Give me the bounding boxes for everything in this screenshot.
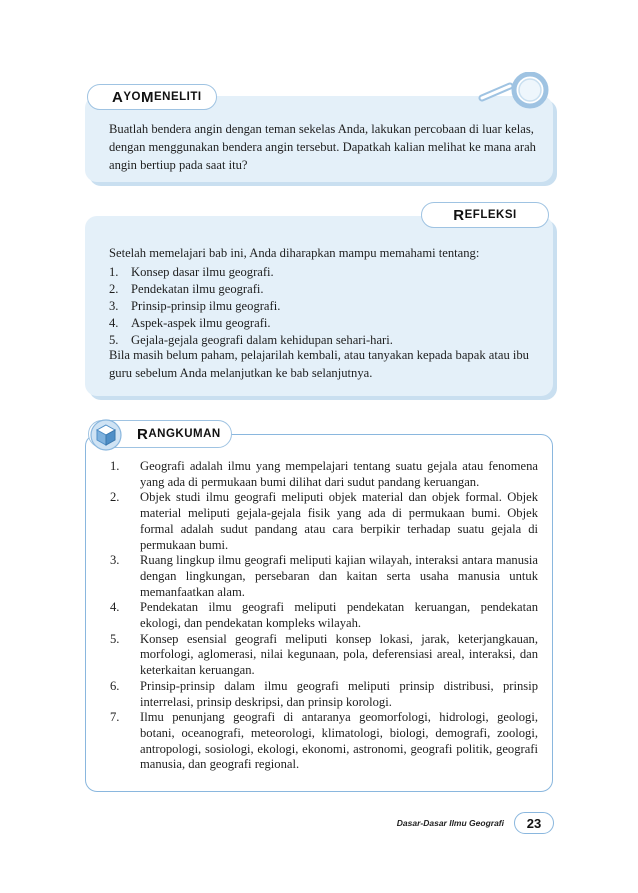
ayo-meneliti-text: Buatlah bendera angin dengan teman sekelas Anda, lakukan percobaan di luar kelas, dengan menggunakan bendera angin tersebut. Dapatkah kalian melihat ke mana arah angin bertiup pada saat itu? [109,122,536,172]
refleksi-tab-initial: R [453,206,465,224]
refleksi-item-number: 1. [109,265,119,279]
ayo-meneliti-tab [87,84,217,110]
footer-book-title: Dasar-Dasar Ilmu Geografi [396,818,504,828]
cube-icon [90,419,122,451]
rangkuman-item-text: Prinsip-prinsip dalam ilmu geografi meliputi prinsip distribusi, prinsip interrelasi, prinsip deskripsi, dan prinsip korologi. [140,678,538,709]
refleksi-item-text: Pendekatan ilmu geografi. [131,282,264,296]
rangkuman-item-number: 1. [110,459,120,473]
refleksi-box [85,216,553,396]
refleksi-item [109,298,545,315]
refleksi-item-number: 3. [109,299,119,313]
rangkuman-item-text: Pendekatan ilmu geografi meliputi pendekatan keruangan, pendekatan ekologi, dan pendekatan kompleks wilayah. [140,600,538,631]
rangkuman-item-text: Geografi adalah ilmu yang mempelajari tentang suatu gejala atau fenomena yang ada di permukaan bumi dilihat dari sudut pandang keruangan. [140,459,538,489]
refleksi-tab-rest: EFLEKSI [464,209,517,221]
rangkuman-item [110,553,538,600]
page-number: 23 [514,812,554,834]
rangkuman-tab-rest: ANGKUMAN [148,428,221,440]
rangkuman-list [110,459,538,773]
rangkuman-item-number: 5. [110,631,120,646]
rangkuman-item [110,490,538,553]
rangkuman-item [110,710,538,773]
rangkuman-item-number: 7. [110,710,120,725]
refleksi-item-number: 4. [109,316,119,330]
refleksi-item [109,264,545,281]
refleksi-item-text: Gejala-gejala geografi dalam kehidupan sehari-hari. [131,333,393,347]
refleksi-item-number: 5. [109,333,119,347]
rangkuman-item-text: Konsep esensial geografi meliputi konsep lokasi, jarak, keterjangkauan, morfologi, aglomerasi, nilai kegunaan, pola, deferensiasi areal, interaksi, dan keterkaitan keruangan. [140,631,538,678]
refleksi-item-text: Konsep dasar ilmu geografi. [131,265,274,279]
rangkuman-item [110,459,538,490]
rangkuman-item-number: 4. [110,600,120,615]
rangkuman-item [110,679,538,710]
refleksi-list [109,264,545,349]
rangkuman-item-number: 3. [110,553,120,568]
rangkuman-item [110,600,538,631]
ayo-tab-rest-2: ENELITI [153,91,202,103]
rangkuman-item-number: 6. [110,678,120,693]
rangkuman-item [110,632,538,679]
magnifier-icon [478,72,558,122]
refleksi-item-text: Prinsip-prinsip ilmu geografi. [131,299,281,313]
refleksi-item-text: Aspek-aspek ilmu geografi. [131,316,271,330]
rangkuman-item-text: Ilmu penunjang geografi di antaranya geomorfologi, hidrologi, geologi, botani, oceanografi, meteorologi, klimatologi, biologi, demografi, zoologi, antropologi, sosiologi, ekologi, ekonomi, astronomi, geografi politik, geografi manusia, dan geografi regional. [140,710,538,772]
rangkuman-item-text: Objek studi ilmu geografi meliputi objek material dan objek formal. Objek material meliputi gejala-gejala fisik yang ada di permukaan bumi. Objek formal adalah sudut pandang atau cara berpikir terhadap suatu gejala di permukaan bumi. [140,490,538,552]
rangkuman-tab-initial: R [137,425,149,443]
rangkuman-item-text: Ruang lingkup ilmu geografi meliputi kajian wilayah, interaksi antara manusia dengan lingkungan, persebaran dan kaitan serta usaha manusia untuk memanfaatkan alam. [140,553,538,599]
ayo-tab-initial-2: M [140,88,154,106]
rangkuman-box [85,434,553,792]
refleksi-item-number: 2. [109,282,119,296]
refleksi-item [109,315,545,332]
refleksi-closing: Bila masih belum paham, pelajarilah kembali, atau tanyakan kepada bapak atau ibu guru sebelum Anda melanjutkan ke bab selanjutnya. [109,348,529,380]
ayo-tab-rest-1: YO [123,91,141,103]
refleksi-item [109,281,545,298]
ayo-tab-initial-1: A [112,88,124,106]
rangkuman-item-number: 2. [110,490,120,505]
refleksi-intro: Setelah memelajari bab ini, Anda diharapkan mampu memahami tentang: [109,246,480,260]
refleksi-tab [421,202,549,228]
